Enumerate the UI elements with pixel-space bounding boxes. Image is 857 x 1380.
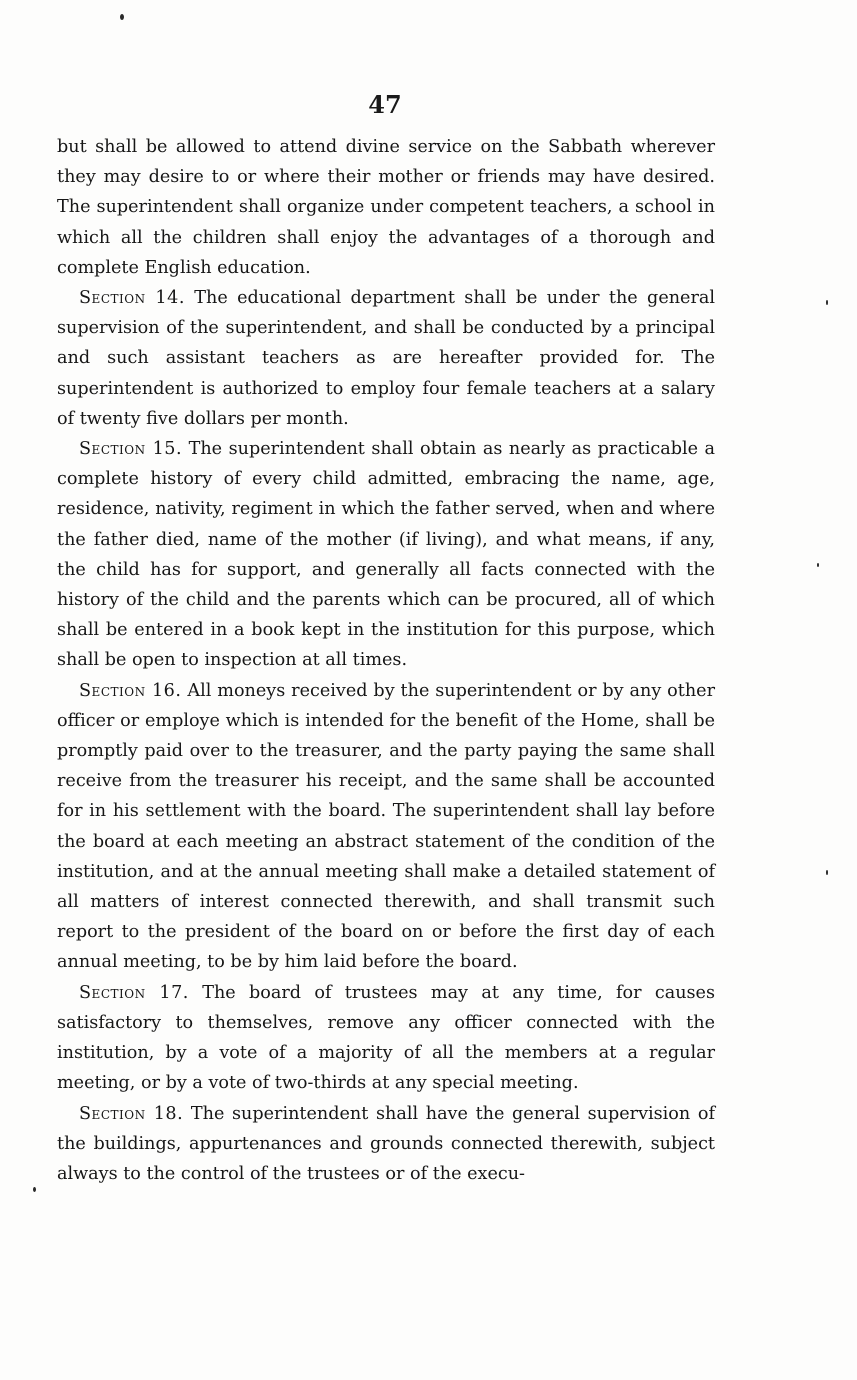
section-heading: Section 15. [79, 439, 183, 460]
ink-speck [826, 870, 828, 875]
section-text: The superintendent shall have the general supervision of the buildings, appurtenances and grounds connected therewith, subject always to the control of the trustees or of the execu- [57, 1103, 715, 1184]
section-heading: Section 16. [79, 680, 182, 701]
section-text: All moneys received by the superintendent or by any other officer or employe which is intended for the benefit of the Home, shall be promptly paid over to the treasurer, and the party paying the same shall receive from the treasurer his receipt, and the same shall be accounted for in his settlement with the board. The superintendent shall lay before the board at each meeting an abstract statement of the condition of the institution, and at the annual meeting shall make a detailed statement of all matters of interest connected therewith, and shall transmit such report to the president of the board on or before the first day of each annual meeting, to be by him laid before the board. [57, 680, 716, 973]
ink-speck [120, 14, 124, 20]
section-18 [57, 1099, 715, 1190]
section-heading: Section 17. [79, 982, 189, 1003]
section-text: The superintendent shall obtain as nearly as practicable a complete history of every child admitted, embracing the name, age, residence, nativity, regiment in which the father served, when and where the father died, name of the mother (if living), and what means, if any, the child has for support, and generally all facts connected with the history of the child and the parents which can be procured, all of which shall be entered in a book kept in the institution for this purpose, which shall be open to inspection at all times. [57, 439, 716, 671]
ink-speck [33, 1187, 36, 1192]
section-text: The educational department shall be under the general supervision of the superintendent, and shall be conducted by a principal and such assistant teachers as are hereafter provided for. The superintendent is authorized to employ four female teachers at a salary of twenty five dollars per month. [57, 288, 715, 429]
section-14 [57, 283, 715, 434]
page-number: 47 [368, 90, 402, 119]
section-15 [57, 434, 715, 676]
ink-speck [826, 300, 828, 305]
section-heading: Section 14. [79, 288, 185, 309]
section-text: The board of trustees may at any time, for causes satisfactory to themselves, remove any officer connected with the institution, by a vote of a majority of all the members at a regular meeting, or by a vote of two-thirds at any special meeting. [57, 982, 715, 1094]
section-heading: Section 18. [79, 1103, 184, 1124]
ink-speck [817, 563, 819, 567]
body-text [57, 132, 715, 1189]
paragraph-continuation [57, 132, 715, 283]
section-17 [57, 978, 715, 1099]
section-16 [57, 676, 715, 978]
paragraph-text: but shall be allowed to attend divine service on the Sabbath wherever they may desire to or where their mother or friends may have desired. The superintendent shall organize under competent teachers, a school in which all the children shall enjoy the advantages of a thorough and complete English education. [57, 137, 715, 278]
